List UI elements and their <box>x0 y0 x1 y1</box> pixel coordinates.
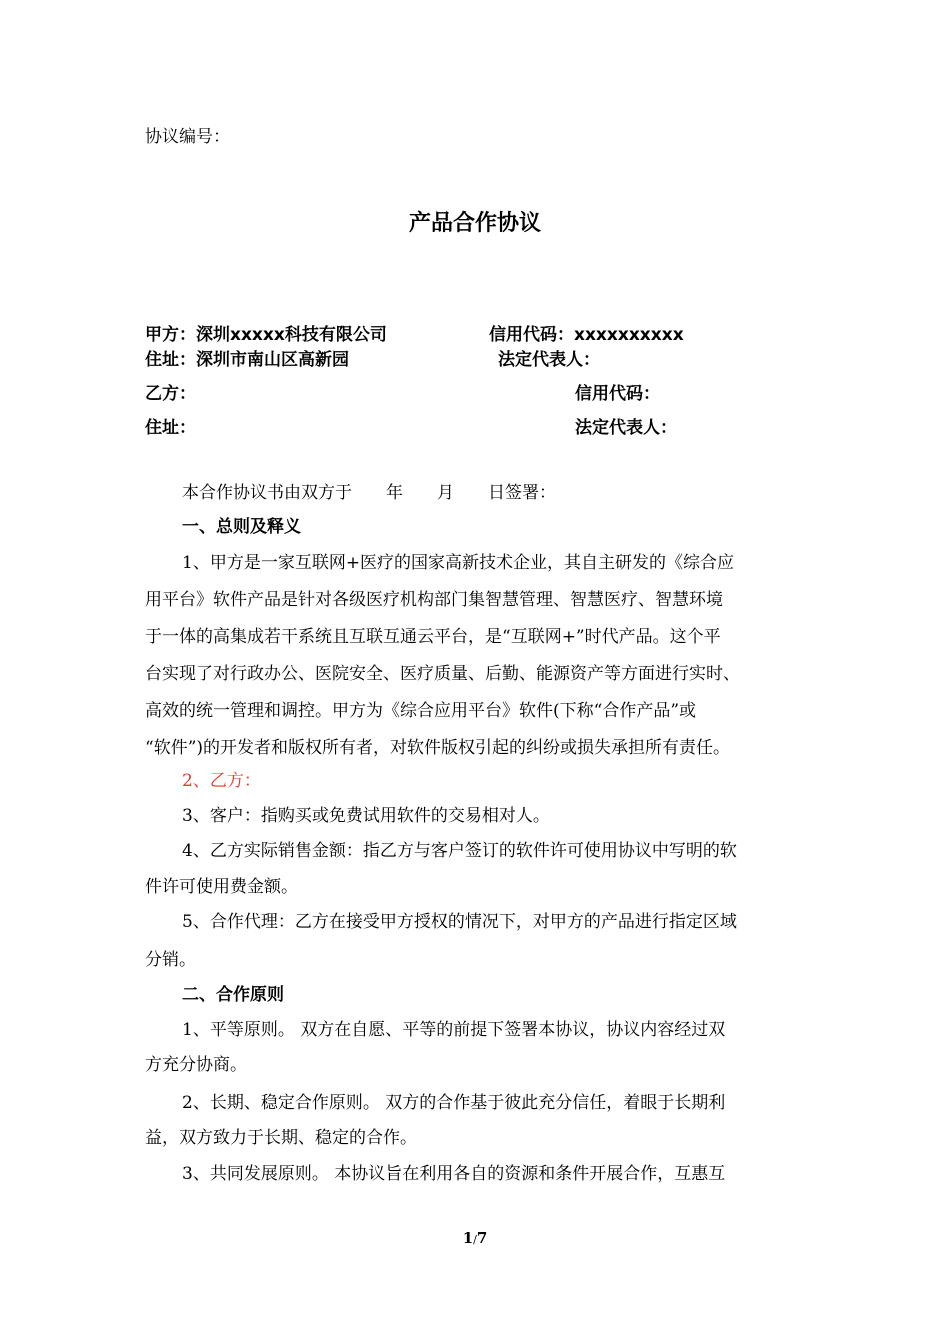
party-a-address: 住址：深圳市南山区高新园 <box>145 350 349 370</box>
party-b-legal-rep: 法定代表人： <box>575 418 677 438</box>
document-title: 产品合作协议 <box>408 210 541 236</box>
party-b-name: 乙方： <box>145 384 196 404</box>
party-a-name: 甲方：深圳xxxxx科技有限公司 <box>145 325 387 345</box>
sec2-p1-line: 1、平等原则。 双方在自愿、平等的前提下签署本协议，协议内容经过双 <box>182 1020 726 1040</box>
sec1-party-b-item: 2、乙方： <box>182 771 261 791</box>
party-a-credit-code: 信用代码：xxxxxxxxxx <box>489 325 684 345</box>
sec2-p2-line: 益，双方致力于长期、稳定的合作。 <box>145 1128 417 1148</box>
page-total: 7 <box>476 1229 488 1247</box>
sec1-p4-line: 件许可使用费金额。 <box>145 877 298 897</box>
signing-date-line: 本合作协议书由双方于 年 月 日签署： <box>182 483 556 503</box>
sec2-p2-line: 2、长期、稳定合作原则。 双方的合作基于彼此充分信任，着眼于长期利 <box>182 1093 726 1113</box>
section-1-heading: 一、总则及释义 <box>182 517 301 537</box>
sec1-p4-line: 4、乙方实际销售金额：指乙方与客户签订的软件许可使用协议中写明的软 <box>182 841 737 861</box>
sec1-p1-line: “软件”)的开发者和版权所有者，对软件版权引起的纠纷或损失承担所有责任。 <box>145 738 731 758</box>
sec1-p1-line: 台实现了对行政办公、医院安全、医疗质量、后勤、能源资产等方面进行实时、 <box>145 664 740 684</box>
party-b-credit-code: 信用代码： <box>575 384 660 404</box>
sec1-p1-line: 高效的统一管理和调控。甲方为《综合应用平台》软件(下称“合作产品”或 <box>145 701 697 721</box>
sec1-p5-line: 分销。 <box>145 950 196 970</box>
sec1-p1-line: 1、甲方是一家互联网+医疗的国家高新技术企业，其自主研发的《综合应 <box>182 553 735 573</box>
party-a-legal-rep: 法定代表人： <box>498 350 600 370</box>
sec1-customer-definition: 3、客户：指购买或免费试用软件的交易相对人。 <box>182 806 550 826</box>
party-b-address: 住址： <box>145 418 196 438</box>
sec2-p3-line: 3、共同发展原则。 本协议旨在利用各自的资源和条件开展合作，互惠互 <box>182 1164 726 1184</box>
section-2-heading: 二、合作原则 <box>182 985 284 1005</box>
page-number <box>0 1229 950 1247</box>
sec1-p1-line: 于一体的高集成若干系统且互联互通云平台，是“互联网+”时代产品。这个平 <box>145 627 721 647</box>
page-current: 1 <box>462 1229 474 1247</box>
sec1-p1-line: 用平台》软件产品是针对各级医疗机构部门集智慧管理、智慧医疗、智慧环境 <box>145 590 723 610</box>
page-separator: / <box>473 1233 477 1246</box>
sec2-p1-line: 方充分协商。 <box>145 1055 247 1075</box>
agreement-number-label: 协议编号： <box>145 127 230 147</box>
sec1-p5-line: 5、合作代理：乙方在接受甲方授权的情况下，对甲方的产品进行指定区域 <box>182 912 737 932</box>
